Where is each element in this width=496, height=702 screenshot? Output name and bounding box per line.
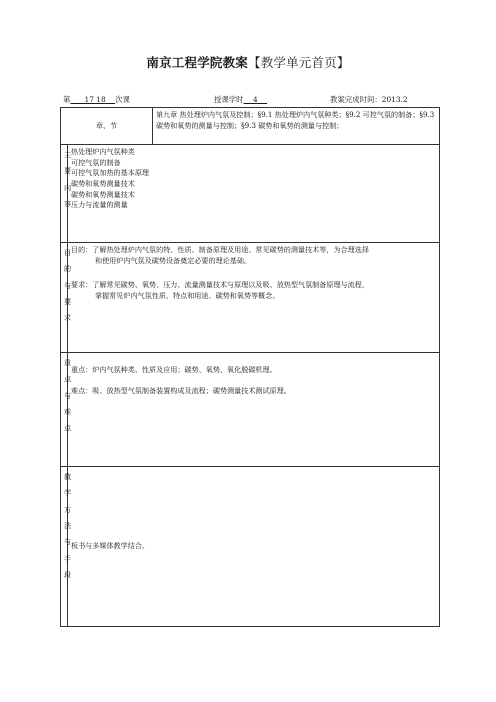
main-content-row xyxy=(61,145,440,243)
lesson-value: 17 18 xyxy=(84,95,106,104)
keypoints-label: 重 点 与 难 点 xyxy=(61,353,68,467)
keypoints-row xyxy=(61,353,440,467)
chapter-label: 章、节 xyxy=(61,108,153,145)
difficulty-text: 难点：吸、放热型气氛制备装置构成及流程；碳势测量技术测试原理。 xyxy=(71,385,291,395)
lesson-plan-table xyxy=(60,107,440,145)
hours-label: 授课学时 xyxy=(214,95,244,104)
content-table xyxy=(60,144,440,627)
title-sub: 【教学单元首页】 xyxy=(248,55,350,70)
teaching-hours xyxy=(214,94,267,105)
methods-row xyxy=(61,467,440,627)
main-content-list xyxy=(68,145,440,243)
objectives-content xyxy=(68,243,440,353)
chapter-content: 第九章 热处理炉内气氛及控制；§9.1 热处理炉内气氛种类；§9.2 可控气氛的制备；§9.3 碳势和氧势的测量与控制；§9.3 碳势和氧势的测量与控制； xyxy=(153,108,440,145)
requirement-paragraph: 要求：了解常见碳势、氧势、压力、流量测量技术与原理以及吸、放热型气氛制备原理与流程， 掌握常见炉内气氛性质、特点和用途、碳势和氧势等概念。 xyxy=(71,280,369,300)
lesson-suffix: 次课 xyxy=(115,95,130,104)
chapter-row xyxy=(61,108,440,145)
keypoints-content xyxy=(68,353,440,467)
lesson-number xyxy=(63,94,130,105)
completion-label: 教案完成时间： xyxy=(330,95,382,104)
list-item: 碳势和氧势测量技术 xyxy=(71,178,135,188)
list-item: 压力与流量的测量 xyxy=(71,200,128,210)
page-title xyxy=(0,53,496,71)
methods-content xyxy=(68,467,440,627)
keypoint-text: 重点：炉内气氛种类、性质及应用；碳势、氧势、氧化脱碳机理。 xyxy=(71,365,277,374)
main-content-label: 主 要 内 容 xyxy=(61,145,68,243)
objectives-row xyxy=(61,243,440,353)
lesson-prefix: 第 xyxy=(63,95,71,104)
objectives-label: 目 的 与 要 求 xyxy=(61,243,68,353)
list-item: 碳势和氧势测量技术 xyxy=(71,189,135,199)
methods-text: 板书与多媒体教学结合。 xyxy=(71,541,150,551)
list-item: 可控气氛的制备 xyxy=(71,157,121,167)
objective-paragraph: 目的：了解热处理炉内气氛的特、性质、制备原理及用途、常见碳势的测量技术等，为合理选择 和使用炉内气氛及碳势设备奠定必要的理论基础。 xyxy=(71,245,369,265)
title-main: 南京工程学院教案 xyxy=(146,55,248,70)
list-item: 热处理炉内气氛种类 xyxy=(71,147,135,156)
hours-value: 4 xyxy=(252,95,258,104)
list-item: 可控气氛加热的基本原理 xyxy=(71,168,150,178)
methods-label: 教 学 方 法 与 手 段 xyxy=(61,467,68,627)
completion-date xyxy=(330,94,408,105)
completion-value: 2013.2 xyxy=(381,95,408,104)
